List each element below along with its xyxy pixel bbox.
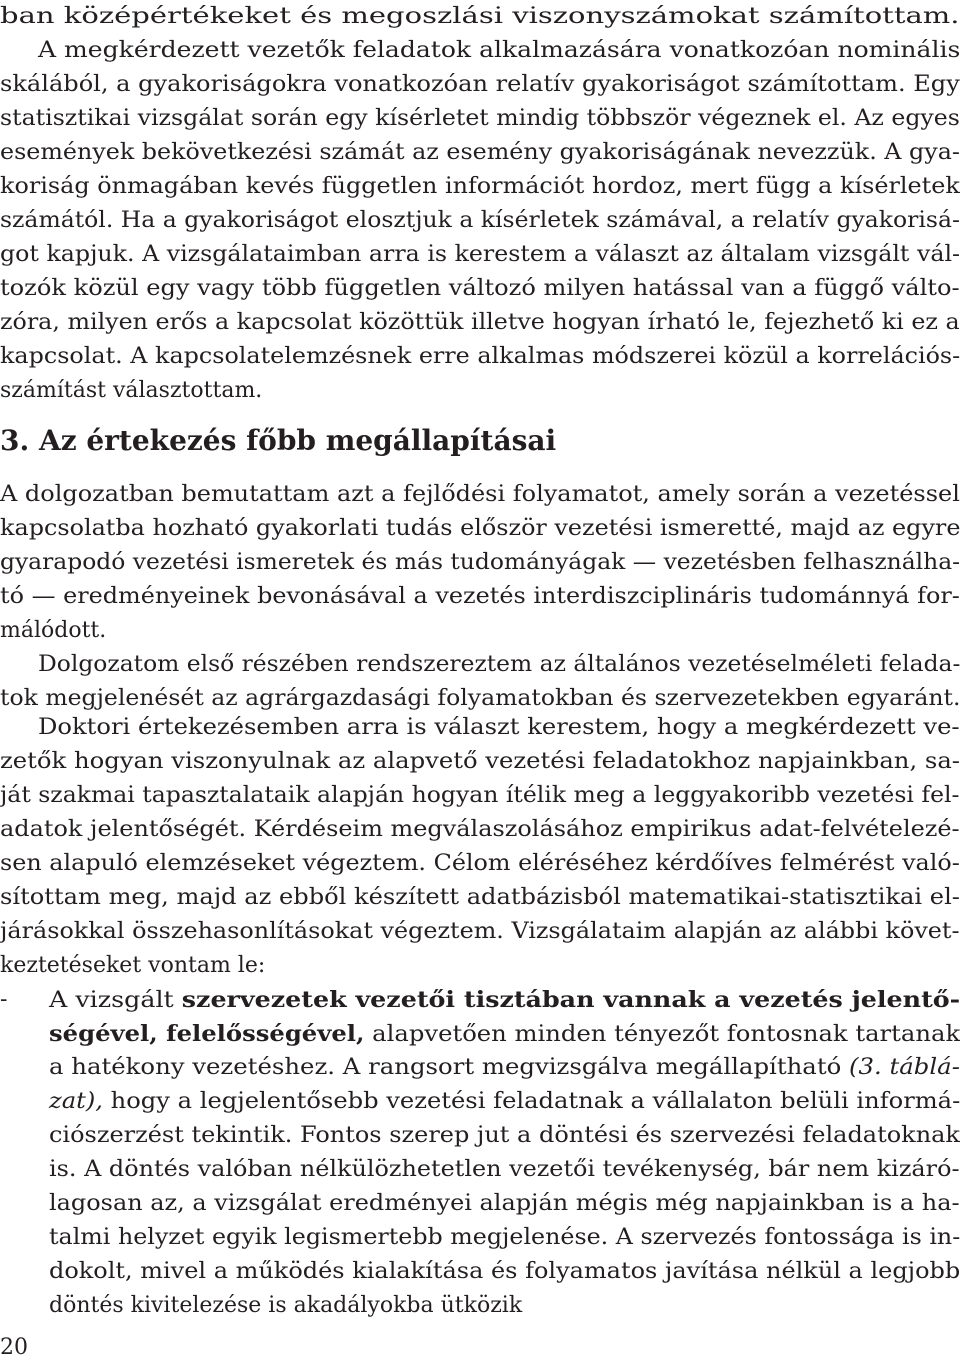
list-item-line: [49, 983, 960, 1017]
text-line: Dolgozatom első részében rendszereztem az általános vezetéselméleti felada-: [38, 652, 960, 677]
text-line: adatok jelentőségét. Kérdéseim megválaszolásához empirikus adat-felvételezé-: [0, 817, 960, 842]
text-run: hogy a legjelentősebb vezetési feladatnak a vállalaton belüli informá-: [102, 1089, 960, 1114]
text-line: gyarapodó vezetési ismeretek és más tudományágak — vezetésben felhasználha-: [0, 550, 960, 575]
bold-text: szervezetek vezetői tisztában vannak a vezetés jelentő-: [181, 987, 960, 1013]
text-run: a hatékony vezetéshez. A rangsort megvizsgálva megállapítható: [49, 1055, 850, 1080]
list-item-line: [49, 1085, 960, 1119]
bold-text: ségével, felelősségével,: [49, 1021, 365, 1047]
list-item-line: talmi helyzet egyik legismertebb megjelenése. A szervezés fontossága is in-: [49, 1225, 960, 1250]
text-line: málódott.: [0, 618, 107, 643]
list-item-line: lagosan az, a vizsgálat eredményei alapján mégis még napjainkban is a ha-: [49, 1191, 960, 1216]
text-line: ban középértékeket és megoszlási viszonyszámokat számítottam.: [0, 4, 960, 29]
section-heading: 3. Az értekezés főbb megállapításai: [0, 424, 557, 457]
text-line: sen alapuló elemzéseket végeztem. Célom eléréséhez kérdőíves felmérést való-: [0, 851, 960, 876]
italic-text: zat),: [49, 1089, 103, 1114]
list-item-line: ciószerzést tekintik. Fontos szerep jut a döntési és szervezési feladatoknak: [49, 1123, 960, 1148]
list-item-line: is. A döntés valóban nélkülözhetetlen vezetői tevékenység, bár nem kizáró-: [49, 1157, 960, 1182]
text-line: tó — eredményeinek bevonásával a vezetés interdiszciplináris tudománnyá for-: [0, 584, 960, 609]
text-line: keztetéseket vontam le:: [0, 953, 266, 978]
text-line: járásokkal összehasonlításokat végeztem. Vizsgálataim alapján az alábbi követ-: [0, 919, 960, 944]
list-item-line: [49, 1017, 960, 1051]
text-line: zetők hogyan viszonyulnak az alapvető vezetési feladatokhoz napjainkban, sa-: [0, 749, 960, 774]
text-line: számától. Ha a gyakoriságot elosztjuk a kísérletek számával, a relatív gyakorisá-: [0, 208, 960, 233]
text-line: Doktori értekezésemben arra is választ kerestem, hogy a megkérdezett ve-: [38, 715, 960, 740]
text-line: események bekövetkezési számát az esemény gyakoriságának nevezzük. A gya-: [0, 140, 960, 165]
text-line: koriság önmagában kevés független információt hordoz, mert függ a kísérletek: [0, 174, 960, 199]
text-line: A dolgozatban bemutattam azt a fejlődési folyamatot, amely során a vezetéssel: [0, 482, 960, 507]
text-line: kapcsolat. A kapcsolatelemzésnek erre alkalmas módszerei közül a korrelációs-: [0, 344, 960, 369]
text-line: tozók közül egy vagy több független változó milyen hatással van a függő válto-: [0, 276, 960, 301]
list-item-line: dokolt, mivel a működés kialakítása és folyamatos javítása nélkül a legjobb: [49, 1259, 960, 1284]
text-line: ját szakmai tapasztalataik alapján hogyan ítélik meg a leggyakoribb vezetési fel-: [0, 783, 960, 808]
page-number: 20: [0, 1335, 28, 1360]
text-line: zóra, milyen erős a kapcsolat közöttük illetve hogyan írható le, fejezhető ki ez a: [0, 310, 960, 335]
text-line: skálából, a gyakoriságokra vonatkozóan relatív gyakoriságot számítottam. Egy: [0, 72, 960, 97]
text-line: számítást választottam.: [0, 378, 263, 403]
list-marker: -: [0, 987, 8, 1012]
text-line: kapcsolatba hozható gyakorlati tudás először vezetési ismeretté, majd az egyre: [0, 516, 960, 541]
text-line: tok megjelenését az agrárgazdasági folyamatokban és szervezetekben egyaránt.: [0, 686, 960, 711]
text-line: A megkérdezett vezetők feladatok alkalmazására vonatkozóan nominális: [38, 38, 960, 63]
text-run: A vizsgált: [49, 988, 182, 1013]
list-item-line: [49, 1051, 960, 1085]
italic-text: (3. táblá-: [849, 1055, 960, 1080]
text-run: alapvetően minden tényezőt fontosnak tartanak: [364, 1022, 960, 1047]
text-line: sítottam meg, majd az ebből készített adatbázisból matematikai-statisztikai el-: [0, 885, 960, 910]
text-line: got kapjuk. A vizsgálataimban arra is kerestem a választ az általam vizsgált vál-: [0, 242, 960, 267]
list-item-line: döntés kivitelezése is akadályokba ütközik: [49, 1293, 523, 1318]
text-line: statisztikai vizsgálat során egy kísérletet mindig többször végeznek el. Az egyes: [0, 106, 960, 131]
